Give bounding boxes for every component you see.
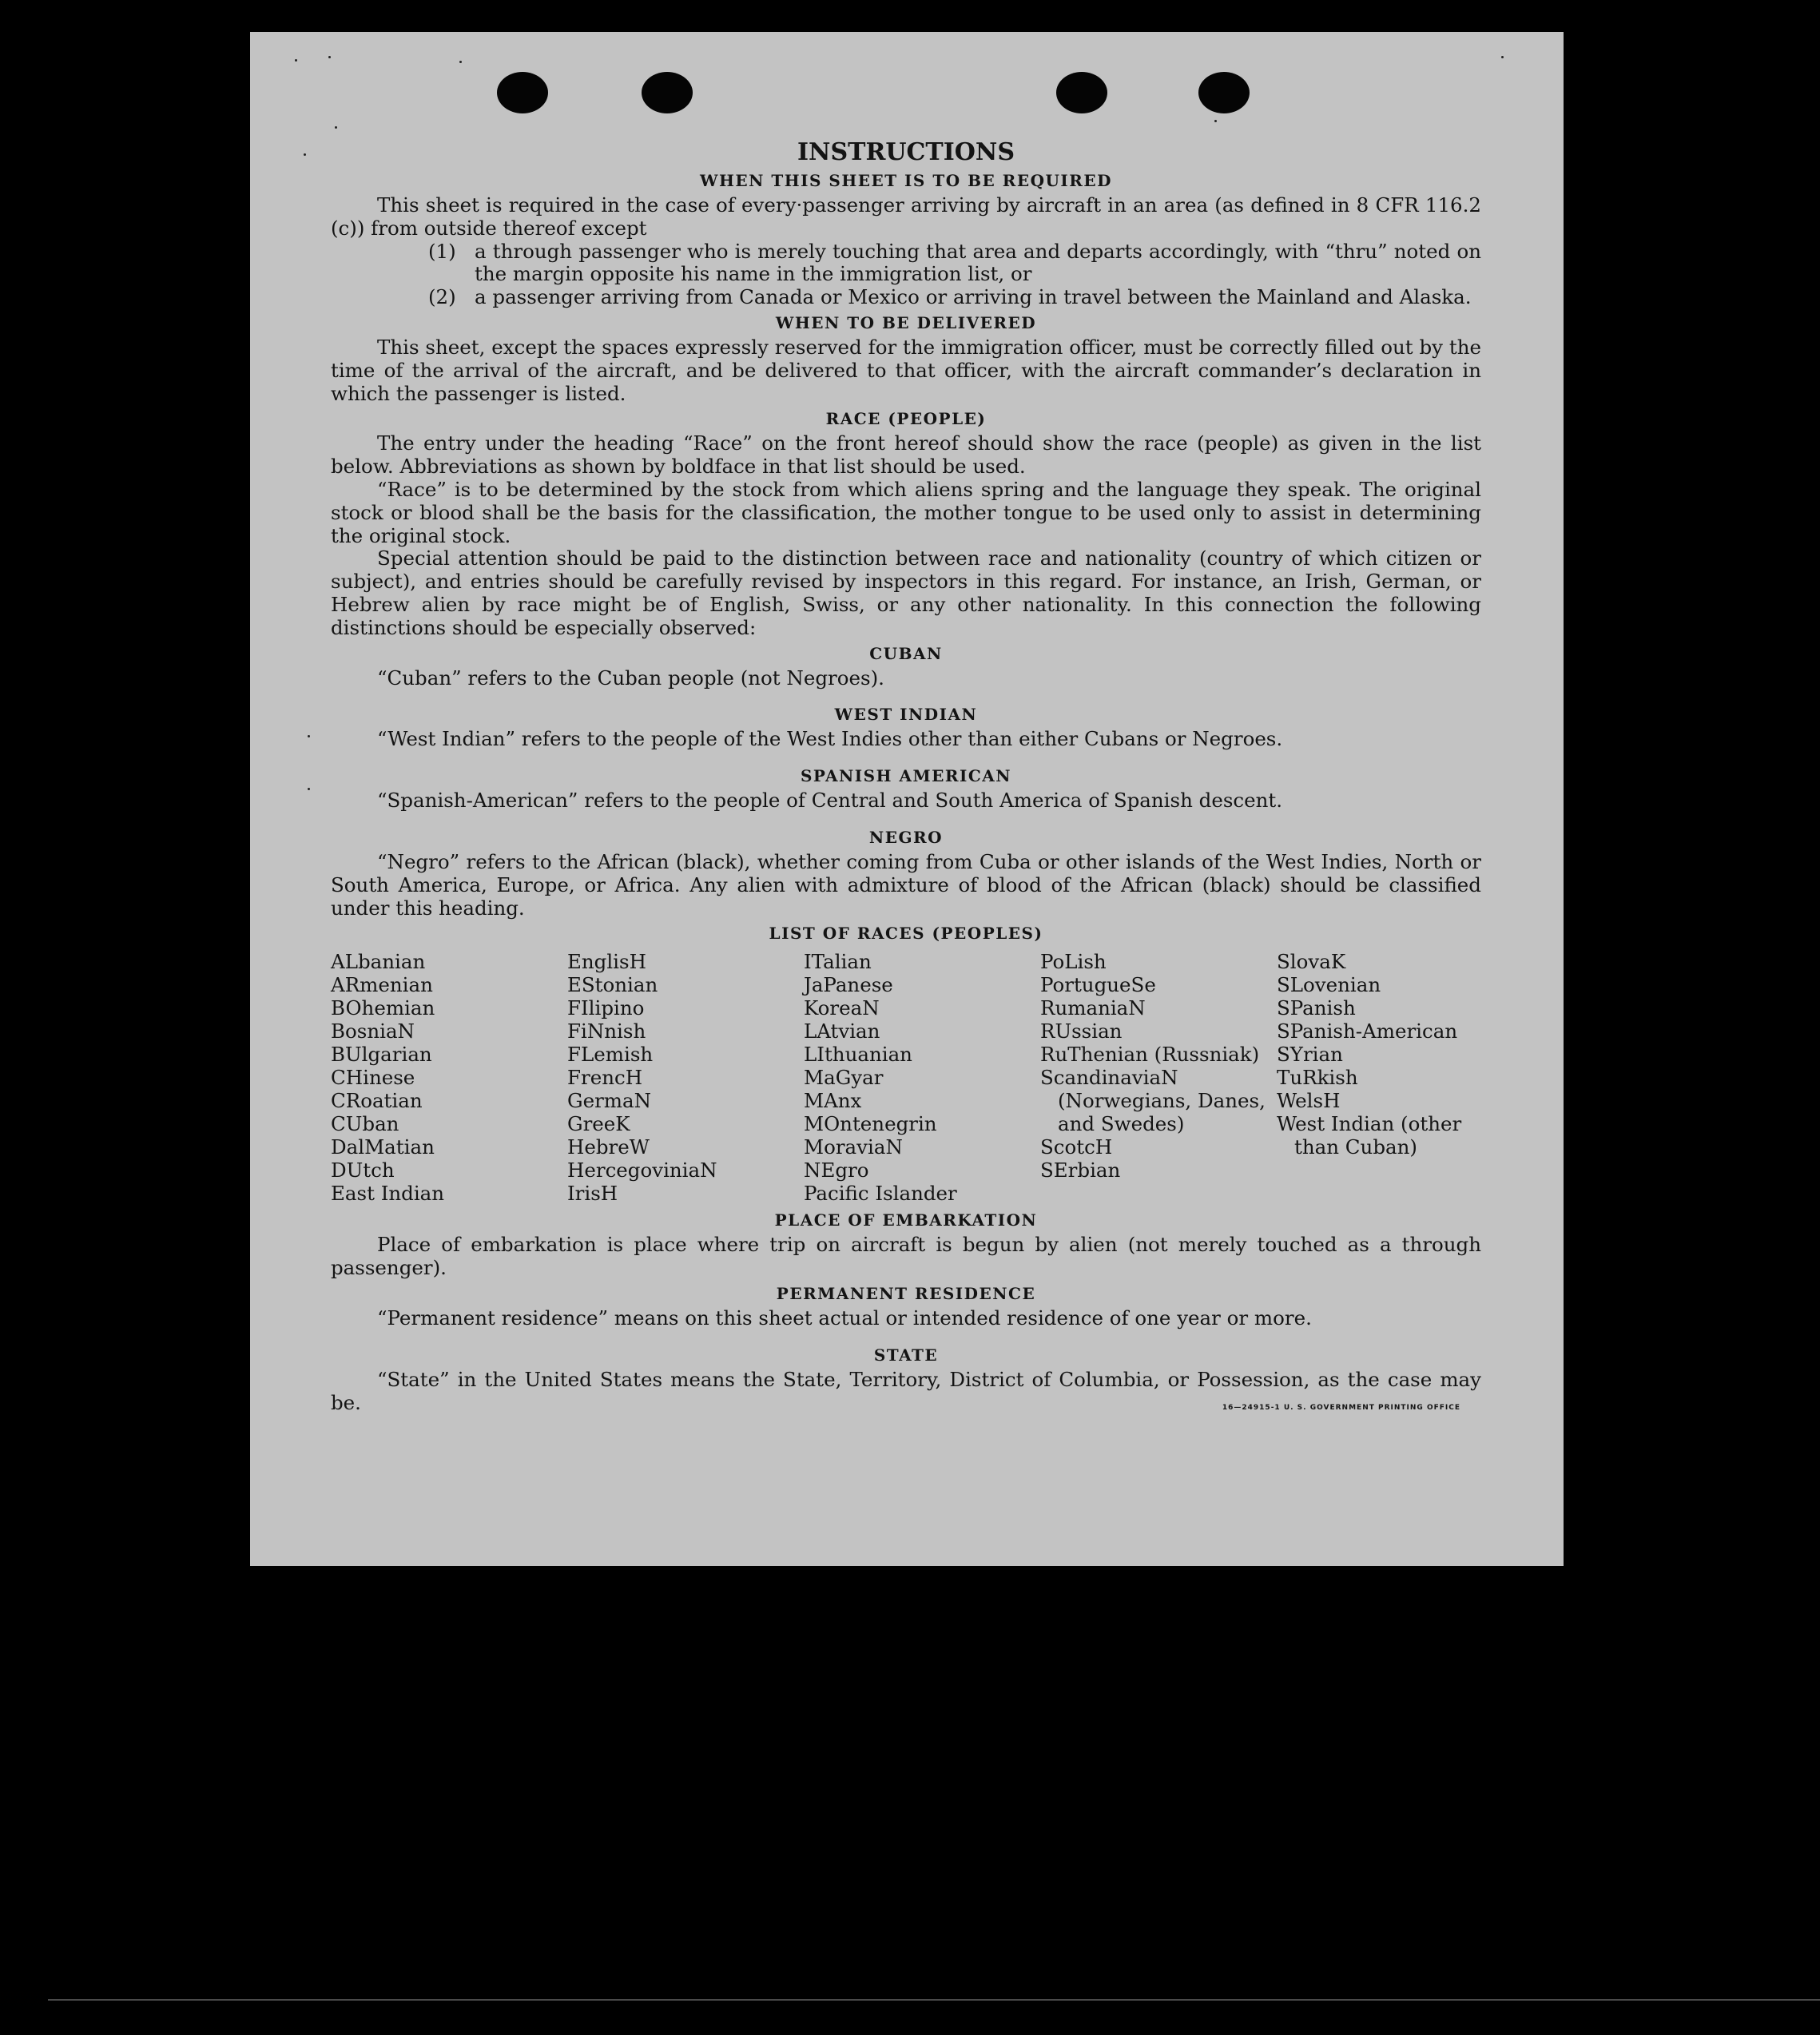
race-entry: NEgro (804, 1159, 869, 1182)
race-entry: SlovaK (1277, 950, 1346, 974)
section-heading-list-of-races: LIST OF RACES (PEOPLES) (769, 924, 1043, 944)
required-item (428, 240, 1481, 287)
section-heading-embarkation: PLACE OF EMBARKATION (774, 1210, 1038, 1230)
race-entry: ARmenian (331, 973, 433, 997)
punch-hole (1198, 72, 1250, 113)
race-entry: ALbanian (331, 950, 426, 974)
section-heading-negro: NEGRO (868, 827, 944, 847)
item-number: (1) (428, 239, 456, 263)
race-entry: DUtch (331, 1159, 395, 1182)
race-entry: BosniaN (331, 1019, 415, 1043)
race-entry: LAtvian (804, 1019, 880, 1043)
scan-speck (459, 61, 462, 63)
paper-sheet (250, 32, 1564, 1566)
race-entry: PoLish (1040, 950, 1107, 974)
race-entry: HercegoviniaN (567, 1159, 717, 1182)
race-paragraph: The entry under the heading “Race” on the front hereof should show the race (people) as given in the list below. Abbreviations as shown by boldface in that list should be used. (331, 431, 1481, 479)
race-entry: CRoatian (331, 1089, 423, 1113)
punch-hole (497, 72, 548, 113)
race-entry: SLovenian (1277, 973, 1381, 997)
required-intro: This sheet is required in the case of every·passenger arriving by aircraft in an area (as defined in 8 CFR 116.2 (c)) from outside thereof except (331, 193, 1481, 240)
race-entry: EnglisH (567, 950, 646, 974)
race-entry: West Indian (other than Cuban) (1277, 1112, 1462, 1159)
race-column (1040, 950, 1277, 1205)
race-entry: LIthuanian (804, 1043, 912, 1067)
race-entry: RuThenian (Russniak) (1040, 1043, 1260, 1067)
scan-speck (304, 153, 306, 156)
section-heading-delivered: WHEN TO BE DELIVERED (775, 312, 1037, 332)
section-heading-required: WHEN THIS SHEET IS TO BE REQUIRED (700, 171, 1112, 190)
scan-speck (308, 788, 310, 790)
scan-speck (1214, 120, 1217, 122)
scan-speck (295, 59, 297, 62)
punch-hole (642, 72, 693, 113)
residence-text: “Permanent residence” means on this sheet actual or intended residence of one year or more. (377, 1306, 1312, 1330)
scan-speck (308, 735, 310, 737)
section-heading-state: STATE (873, 1345, 939, 1365)
scan-speck (328, 56, 331, 58)
race-entry: PortugueSe (1040, 973, 1156, 997)
race-entry: KoreaN (804, 996, 880, 1020)
item-number: (2) (428, 285, 456, 309)
race-entry: CHinese (331, 1066, 415, 1090)
race-paragraph: “Race” is to be determined by the stock from which aliens spring and the language they speak. The original stock or blood shall be the basis for the classification, the mother tongue to be used only to assist in determining the original stock. (331, 477, 1481, 547)
west-indian-text: “West Indian” refers to the people of the West Indies other than either Cubans or Negroes. (377, 727, 1283, 751)
spanish-american-text: “Spanish-American” refers to the people of Central and South America of Spanish descent. (377, 789, 1283, 813)
race-entry: TuRkish (1277, 1066, 1358, 1090)
race-column (804, 950, 1040, 1205)
race-entry: ScandinaviaN (Norwegians, Danes, and Swedes) (1040, 1066, 1266, 1136)
race-entry: SPanish-American (1277, 1019, 1458, 1043)
race-entry: GermaN (567, 1089, 652, 1113)
race-entry: GreeK (567, 1112, 630, 1136)
race-entry: MaGyar (804, 1066, 884, 1090)
race-paragraph: Special attention should be paid to the distinction between race and nationality (country of which citizen or subject), and entries should be carefully revised by inspectors in this regard. For instance, an Irish, German, or Hebrew alien by race might be of English, Swiss, or any other nationality. In this connection the following distinctions should be especially observed: (331, 547, 1481, 639)
required-item (428, 286, 1481, 309)
race-entry: MoraviaN (804, 1135, 903, 1159)
printing-office-code: 16—24915-1 U. S. GOVERNMENT PRINTING OFFICE (1222, 1404, 1460, 1413)
race-entry: IrisH (567, 1182, 618, 1206)
race-entry: BUlgarian (331, 1043, 432, 1067)
race-entry: DalMatian (331, 1135, 435, 1159)
race-entry: East Indian (331, 1182, 445, 1206)
race-entry: BOhemian (331, 996, 435, 1020)
cuban-text: “Cuban” refers to the Cuban people (not Negroes). (377, 666, 884, 690)
race-entry: ScotcH (1040, 1135, 1113, 1159)
race-column (567, 950, 804, 1205)
scan-speck (335, 126, 337, 129)
race-entry: FiNnish (567, 1019, 646, 1043)
race-entry: RUssian (1040, 1019, 1123, 1043)
race-entry: RumaniaN (1040, 996, 1146, 1020)
item-text: a passenger arriving from Canada or Mexico or arriving in travel between the Mainland and Alaska. (475, 285, 1472, 309)
race-column (331, 950, 567, 1205)
section-heading-west-indian: WEST INDIAN (834, 705, 978, 725)
race-entry: SYrian (1277, 1043, 1343, 1067)
race-entry: CUban (331, 1112, 399, 1136)
race-entry: EStonian (567, 973, 658, 997)
race-entry: MAnx (804, 1089, 862, 1113)
scan-speck (1501, 56, 1504, 58)
race-entry: WelsH (1277, 1089, 1341, 1113)
race-entry: FrencH (567, 1066, 643, 1090)
section-heading-residence: PERMANENT RESIDENCE (776, 1283, 1036, 1303)
race-entry: HebreW (567, 1135, 650, 1159)
punch-hole (1056, 72, 1107, 113)
section-heading-spanish-american: SPANISH AMERICAN (800, 766, 1012, 786)
scanner-edge-line (48, 1999, 1820, 2001)
item-text: a through passenger who is merely touching that area and departs accordingly, with “thru” noted on the margin opposite his name in the immigration list, or (475, 239, 1481, 286)
document-title: INSTRUCTIONS (797, 138, 1015, 166)
state-text: “State” in the United States means the State, Territory, District of Columbia, or Possession, as the case may be. (331, 1367, 1481, 1414)
delivered-text: This sheet, except the spaces expressly reserved for the immigration officer, must be correctly filled out by the time of the arrival of the aircraft, and be delivered to that officer, with the aircraft commander’s declaration in which the passenger is listed. (331, 335, 1481, 405)
race-list (331, 950, 1481, 1205)
race-entry: MOntenegrin (804, 1112, 937, 1136)
embarkation-text: Place of embarkation is place where trip on aircraft is begun by alien (not merely touched as a through passenger). (331, 1233, 1481, 1280)
race-entry: FIlipino (567, 996, 645, 1020)
section-heading-race: RACE (PEOPLE) (825, 409, 987, 429)
instructions-body (331, 138, 1481, 1414)
race-entry: SPanish (1277, 996, 1356, 1020)
race-entry: Pacific Islander (804, 1182, 957, 1206)
section-heading-cuban: CUBAN (869, 643, 943, 663)
race-entry: JaPanese (804, 973, 893, 997)
race-entry: SErbian (1040, 1159, 1121, 1182)
race-entry: FLemish (567, 1043, 654, 1067)
race-entry: ITalian (804, 950, 872, 974)
race-column (1277, 950, 1481, 1205)
negro-text: “Negro” refers to the African (black), whether coming from Cuba or other islands of the West Indies, North or South America, Europe, or Africa. Any alien with admixture of blood of the African (black) should be classified under this heading. (331, 849, 1481, 920)
